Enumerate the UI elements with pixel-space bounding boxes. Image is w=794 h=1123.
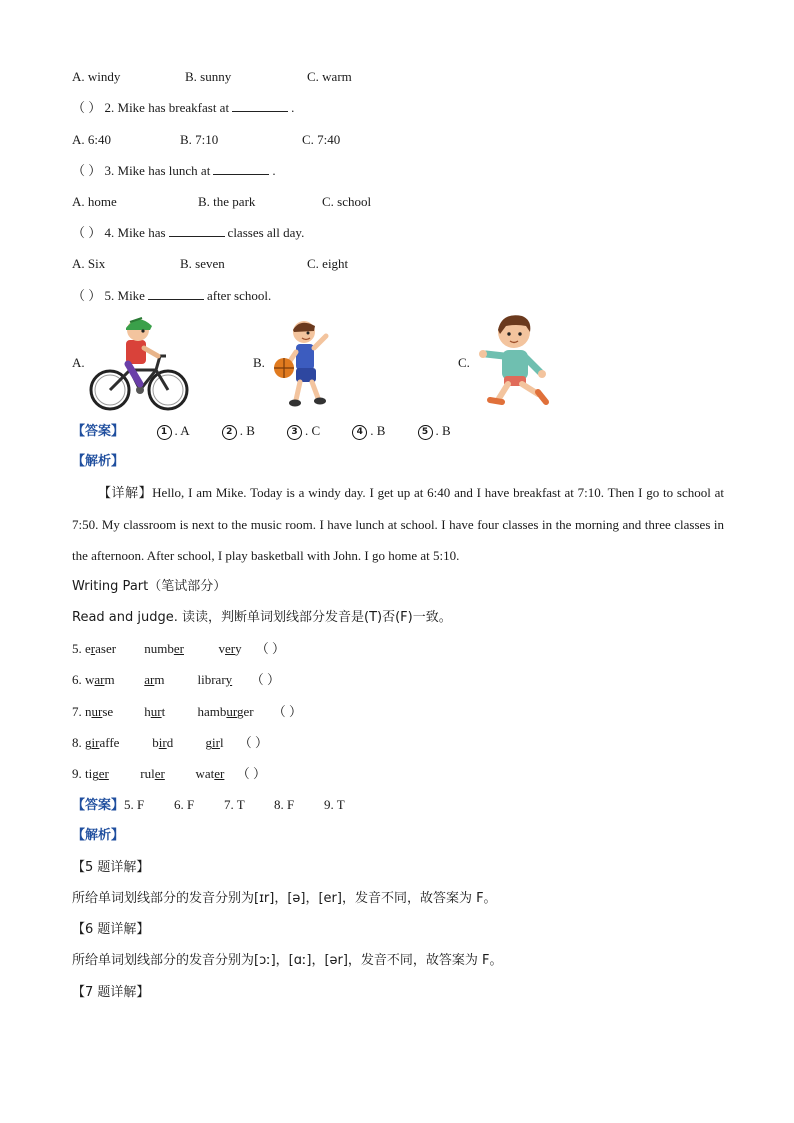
answer-item: 9. T <box>324 797 345 812</box>
q1-option-b: B. sunny <box>185 69 232 84</box>
underlined-part: ir <box>91 735 100 750</box>
answer-value: . B <box>239 423 255 438</box>
question-text-end: after school. <box>206 288 272 303</box>
underlined-part: r <box>90 641 96 656</box>
row-number: 8. <box>72 735 82 750</box>
word-library <box>198 671 248 689</box>
underlined-part: ar <box>94 672 105 687</box>
word-part: l <box>219 735 224 750</box>
underlined-part: ir <box>158 735 167 750</box>
q4-option-a: A. Six <box>72 256 106 271</box>
number-circle: 5 <box>418 425 433 440</box>
answer-value: . A <box>174 423 190 438</box>
analysis-label: 【解析】 <box>72 454 125 469</box>
question-text: 4. Mike has <box>104 225 166 240</box>
answer-paren: （ ） <box>72 225 102 240</box>
number-circle: 2 <box>222 425 237 440</box>
q2-option-b: B. 7:10 <box>180 132 219 147</box>
answer-row-1 <box>72 422 451 441</box>
word-part: hamb <box>197 704 227 719</box>
word-tiger <box>85 765 137 783</box>
underlined-part: er <box>173 641 184 656</box>
underlined-part: ar <box>144 672 155 687</box>
q5-option-a-label: A. <box>72 355 85 370</box>
number-circle: 4 <box>352 425 367 440</box>
word-part: e <box>85 641 91 656</box>
word-nurse <box>85 703 141 721</box>
underlined-part: y <box>225 672 233 687</box>
word-part: m <box>104 672 115 687</box>
underlined-part: er <box>225 641 236 656</box>
answer-item <box>157 422 219 440</box>
writing-part-heading: Writing Part（笔试部分） <box>72 579 227 594</box>
row-number: 7. <box>72 704 82 719</box>
word-part: h <box>144 704 151 719</box>
word-part: rul <box>140 766 155 781</box>
q2-options <box>72 131 340 149</box>
q4-option-c: C. eight <box>307 256 349 271</box>
word-part: ger <box>237 704 254 719</box>
word-very <box>219 640 253 658</box>
answer-item <box>418 422 451 440</box>
word-giraffe <box>85 734 149 752</box>
row-number: 5. <box>72 641 82 656</box>
word-row-8 <box>72 734 268 752</box>
question-text: 5. Mike <box>104 288 145 303</box>
q3-option-a: A. home <box>72 194 117 209</box>
word-eraser <box>85 640 141 658</box>
question-text-end: classes all day. <box>227 225 305 240</box>
q3-options <box>72 193 371 211</box>
answer-value: . B <box>370 423 386 438</box>
q1-option-c: C. warm <box>307 69 352 84</box>
q2-option-a: A. 6:40 <box>72 132 111 147</box>
answer-item: 6. F <box>174 797 195 812</box>
word-hamburger <box>198 703 270 721</box>
q5-detail-label: 【5 题详解】 <box>72 860 150 875</box>
answer-item: 7. T <box>224 797 245 812</box>
underlined-part: ur <box>226 704 237 719</box>
q2-option-c: C. 7:40 <box>302 132 341 147</box>
question-text: 3. Mike has lunch at <box>104 163 211 178</box>
word-part: y <box>235 641 242 656</box>
question-text-end: . <box>291 100 295 115</box>
word-part: tig <box>85 766 99 781</box>
answer-paren: （ ） <box>72 163 102 178</box>
underlined-part: er <box>214 766 225 781</box>
q1-options <box>72 68 352 86</box>
word-number <box>144 640 215 658</box>
answer-item <box>352 422 414 440</box>
word-arm <box>144 671 194 689</box>
detail-text: Hello, I am Mike. Today is a windy day. I get up at 6:40 and I have breakfast at 7:10. Then I go to school at 7:50. My classroom is next to the music room. I have lunch at school. I have four classes in the morning and three classes in the afternoon. After school, I play basketball with John. I go home at 5:10. <box>72 485 724 563</box>
answer-label: 【答案】 <box>72 798 125 813</box>
word-part: v <box>218 641 225 656</box>
answer-paren: （ ） <box>272 704 303 719</box>
answer-paren: （ ） <box>255 641 286 656</box>
boy-running-image <box>476 312 554 412</box>
underlined-part: ur <box>150 704 162 719</box>
q6-detail-text: 所给单词划线部分的发音分别为[ɔː]，[ɑː]，[ər]，发音不同，故答案为 F。 <box>72 953 503 968</box>
word-part: librar <box>197 672 226 687</box>
answer-paren: （ ） <box>236 766 267 781</box>
word-bird <box>152 734 202 752</box>
word-water <box>196 765 234 783</box>
word-part: se <box>102 704 114 719</box>
instruction-text: Read and judge. 读读，判断单词划线部分发音是(T)否(F)一致。 <box>72 610 452 625</box>
word-row-7 <box>72 703 302 721</box>
question-4 <box>72 224 304 242</box>
boy-playing-basketball-image <box>270 318 340 410</box>
answer-item <box>287 422 349 440</box>
word-part: t <box>161 704 166 719</box>
answer-blank <box>169 224 225 237</box>
row-number: 6. <box>72 672 82 687</box>
answer-paren: （ ） <box>72 100 102 115</box>
underlined-part: er <box>154 766 165 781</box>
number-circle: 3 <box>287 425 302 440</box>
number-circle: 1 <box>157 425 172 440</box>
q4-option-b: B. seven <box>180 256 225 271</box>
word-part: affe <box>99 735 120 750</box>
q1-option-a: A. windy <box>72 69 121 84</box>
word-hurt <box>144 703 194 721</box>
answer-item: 8. F <box>274 797 295 812</box>
answer-value: . C <box>305 423 321 438</box>
answer-item: 5. F <box>124 797 145 812</box>
q3-option-c: C. school <box>322 194 372 209</box>
answer-paren: （ ） <box>250 672 281 687</box>
word-part: n <box>85 704 92 719</box>
answer-item <box>222 422 284 440</box>
word-part: m <box>154 672 165 687</box>
q4-options <box>72 255 348 273</box>
word-row-9 <box>72 765 266 783</box>
answer-blank <box>232 99 288 112</box>
q5-option-c-label: C. <box>458 355 470 370</box>
q3-option-b: B. the park <box>198 194 256 209</box>
underlined-part: er <box>98 766 109 781</box>
word-part: b <box>152 735 159 750</box>
answer-blank <box>148 287 204 300</box>
question-text-end: . <box>272 163 276 178</box>
answer-paren: （ ） <box>238 735 269 750</box>
word-part: g <box>85 735 92 750</box>
underlined-part: ur <box>91 704 103 719</box>
answer-paren: （ ） <box>72 288 102 303</box>
word-part: numb <box>144 641 174 656</box>
question-3 <box>72 162 276 180</box>
row-number: 9. <box>72 766 82 781</box>
word-part: wat <box>195 766 215 781</box>
word-girl <box>206 734 236 752</box>
word-part: w <box>85 672 95 687</box>
word-part: g <box>205 735 212 750</box>
answer-label: 【答案】 <box>72 424 125 439</box>
question-5 <box>72 287 271 305</box>
answer-row-2 <box>72 796 345 815</box>
boy-riding-bike-image <box>86 312 190 412</box>
word-part: d <box>166 735 174 750</box>
question-text: 2. Mike has breakfast at <box>104 100 230 115</box>
word-ruler <box>140 765 192 783</box>
word-part: aser <box>95 641 117 656</box>
q7-detail-label: 【7 题详解】 <box>72 985 150 1000</box>
word-row-6 <box>72 671 280 689</box>
underlined-part: ir <box>212 735 220 750</box>
question-2 <box>72 99 294 117</box>
q6-detail-label: 【6 题详解】 <box>72 922 150 937</box>
detail-label: 【详解】 <box>98 486 153 501</box>
word-row-5 <box>72 640 285 658</box>
q5-option-b-label: B. <box>253 355 265 370</box>
answer-blank <box>213 162 269 175</box>
analysis-label-2: 【解析】 <box>72 828 125 843</box>
word-warm <box>85 671 141 689</box>
answer-value: . B <box>435 423 451 438</box>
detail-paragraph <box>72 477 724 571</box>
q5-detail-text: 所给单词划线部分的发音分别为[ɪr]，[ə]，[er]，发音不同，故答案为 F。 <box>72 891 497 906</box>
